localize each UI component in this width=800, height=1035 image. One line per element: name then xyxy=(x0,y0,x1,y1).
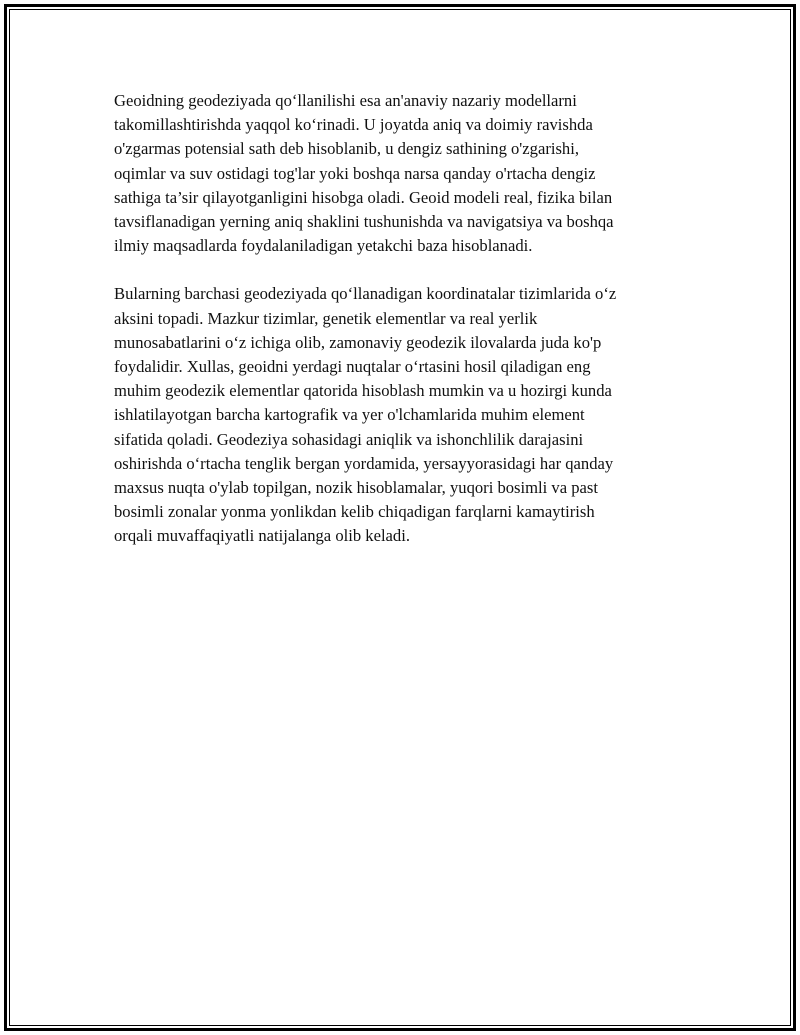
paragraph-2: Bularning barchasi geodeziyada qo‘llanadigan koordinatalar tizimlarida o‘z aksini topadi. Mazkur tizimlar, genetik elementlar va real yerlik munosabatlarini o‘z ichiga olib, zamonaviy geodezik ilovalarda juda ko'p foydalidir. Xullas, geoidni yerdagi nuqtalar o‘rtasini hosil qiladigan eng muhim geodezik elementlar qatorida hisoblash mumkin va u hozirgi kunda ishlatilayotgan barcha kartografik va yer o'lchamlarida muhim element sifatida qoladi. Geodeziya sohasidagi aniqlik va ishonchlilik darajasini oshirishda o‘rtacha tenglik bergan yordamida, yersayyorasidagi har qanday maxsus nuqta o'ylab topilgan, nozik hisoblamalar, yuqori bosimli va past bosimli zonalar yonma yonlikdan kelib chiqadigan farqlarni kamaytirish orqali muvaffaqiyatli natijalanga olib keladi. xyxy=(114,284,617,546)
paragraph-1: Geoidning geodeziyada qo‘llanilishi esa an'anaviy nazariy modellarni takomillashtirishda yaqqol ko‘rinadi. U joyatda aniq va doimiy ravishda o'zgarmas potensial sath deb hisoblanib, u dengiz sathining o'zgarishi, oqimlar va suv ostidagi tog'lar yoki boshqa narsa qanday o'rtacha dengiz sathiga ta’sir qilayotganligini hisobga oladi. Geoid modeli real, fizika bilan tavsiflanadigan yerning aniq shaklini tushunishda va navigatsiya va boshqa ilmiy maqsadlarda foydalaniladigan yetakchi baza hisoblanadi. xyxy=(114,91,614,256)
document-body xyxy=(114,89,684,549)
